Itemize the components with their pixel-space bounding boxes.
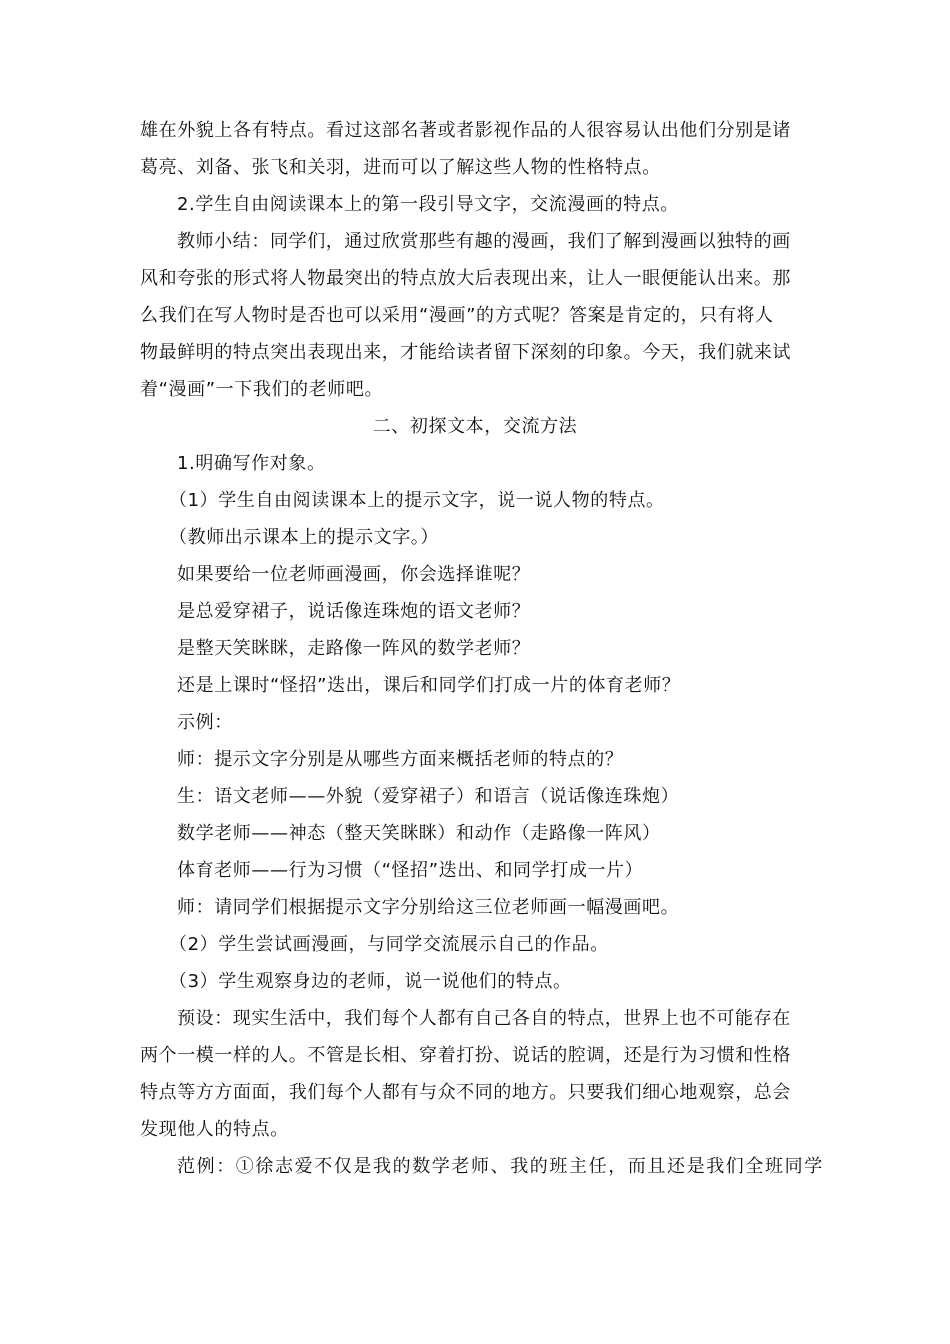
paragraph-line: 师：提示文字分别是从哪些方面来概括老师的特点的？ xyxy=(177,749,624,770)
paragraph-line: 风和夸张的形式将人物最突出的特点放大后表现出来，让人一眼便能认出来。那 xyxy=(140,268,791,289)
paragraph-line: 葛亮、刘备、张飞和关羽，进而可以了解这些人物的性格特点。 xyxy=(140,157,661,178)
paragraph-line: 师：请同学们根据提示文字分别给这三位老师画一幅漫画吧。 xyxy=(177,897,680,918)
paragraph-line: 发现他人的特点。 xyxy=(140,1119,289,1140)
paragraph-line: （教师出示课本上的提示文字。） xyxy=(169,527,439,548)
paragraph-line: 生：语文老师——外貌（爱穿裙子）和语言（说话像连珠炮） xyxy=(177,786,680,807)
paragraph-line: 2.学生自由阅读课本上的第一段引导文字，交流漫画的特点。 xyxy=(177,194,679,215)
paragraph-line: 教师小结：同学们，通过欣赏那些有趣的漫画，我们了解到漫画以独特的画 xyxy=(177,231,791,252)
paragraph-line: 如果要给一位老师画漫画，你会选择谁呢？ xyxy=(177,564,531,585)
paragraph-line: （3）学生观察身边的老师，说一说他们的特点。 xyxy=(169,971,572,992)
paragraph-line: 是总爱穿裙子，说话像连珠炮的语文老师？ xyxy=(177,601,531,622)
paragraph-line: 数学老师——神态（整天笑眯眯）和动作（走路像一阵风） xyxy=(177,823,661,844)
paragraph-line: 着“漫画”一下我们的老师吧。 xyxy=(140,379,384,400)
paragraph-line: 特点等方方面面，我们每个人都有与众不同的地方。只要我们细心地观察，总会 xyxy=(140,1082,791,1103)
body-text xyxy=(140,112,824,1185)
paragraph-line: 两个一模一样的人。不管是长相、穿着打扮、说话的腔调，还是行为习惯和性格 xyxy=(140,1045,791,1066)
paragraph-line: 是整天笑眯眯，走路像一阵风的数学老师？ xyxy=(177,638,531,659)
paragraph-line: （2）学生尝试画漫画，与同学交流展示自己的作品。 xyxy=(169,934,609,955)
paragraph-line: （1）学生自由阅读课本上的提示文字，说一说人物的特点。 xyxy=(169,490,665,511)
paragraph-line: 雄在外貌上各有特点。看过这部名著或者影视作品的人很容易认出他们分别是诸 xyxy=(140,120,791,141)
paragraph-line: 还是上课时“怪招”迭出，课后和同学们打成一片的体育老师？ xyxy=(177,675,681,696)
paragraph-line: 预设：现实生活中，我们每个人都有自己各自的特点，世界上也不可能存在 xyxy=(177,1008,791,1029)
paragraph-line: 范例：①徐志爱不仅是我的数学老师、我的班主任，而且还是我们全班同学 xyxy=(177,1156,824,1177)
paragraph-line: 体育老师——行为习惯（“怪招”迭出、和同学打成一片） xyxy=(177,860,644,881)
paragraph-line: 示例： xyxy=(177,712,233,733)
paragraph-line: 么我们在写人物时是否也可以采用“漫画”的方式呢？答案是肯定的，只有将人 xyxy=(140,305,774,326)
paragraph-line: 1.明确写作对象。 xyxy=(177,453,326,474)
paragraph-line: 物最鲜明的特点突出表现出来，才能给读者留下深刻的印象。今天，我们就来试 xyxy=(140,342,791,363)
section-heading: 二、初探文本，交流方法 xyxy=(372,416,578,437)
